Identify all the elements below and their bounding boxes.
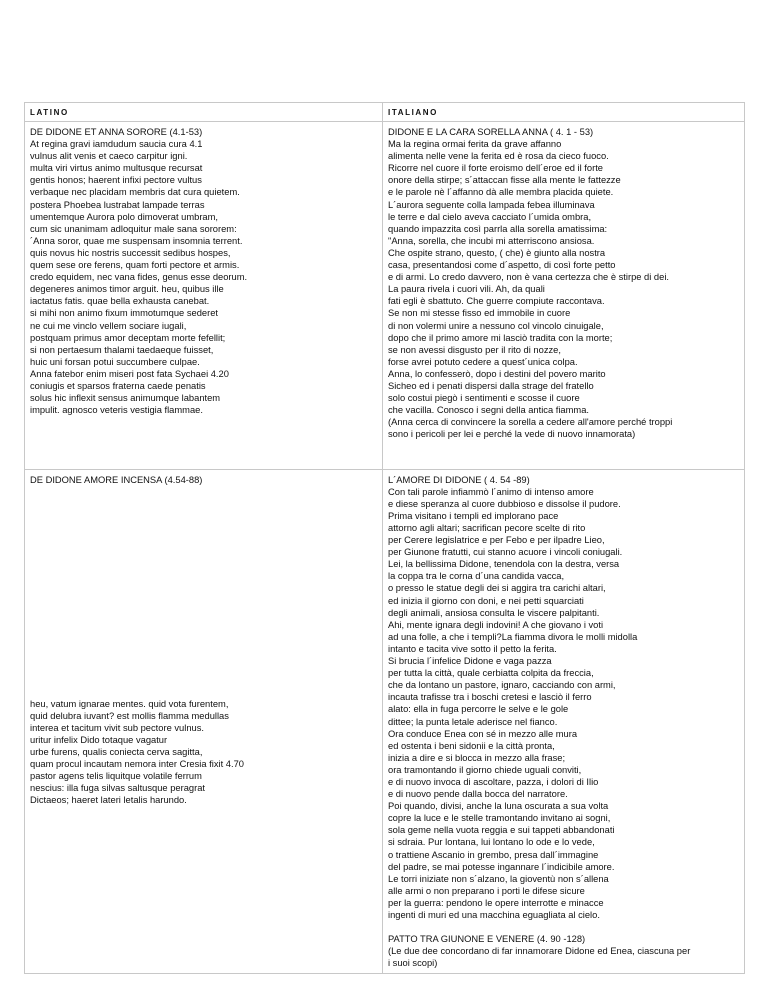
verse-line: e diese speranza al cuore dubbioso e dissolse il pudore.	[388, 498, 621, 509]
section-title: L´AMORE DI DIDONE ( 4. 54 -89)	[388, 474, 530, 485]
verse-line: la coppa tra le corna d´una candida vacca,	[388, 571, 565, 582]
verse-line: Con tali parole infiammò l´animo di intenso amore	[388, 486, 594, 497]
verse-line: Prima visitano i templi ed implorano pace	[388, 510, 559, 521]
verse-line: gentis honos; haerent infixi pectore vultus	[30, 175, 202, 186]
verse-line: dittee; la punta letale aderisce nel fianco.	[388, 716, 558, 727]
verse-line: onore della stirpe; s´attaccan fisse alla mente le fattezze	[388, 175, 621, 186]
verse-line: sola geme nella vuota reggia e sui tappeti abbandonati	[388, 825, 615, 836]
verse-line: Ora conduce Enea con sé in mezzo alle mura	[388, 728, 578, 739]
verse-line: Sicheo ed i penati dispersi dalla strage del fratello	[388, 380, 594, 391]
latin-cell	[25, 122, 383, 470]
verse-line: se non avessi disgusto per il rito di nozze,	[388, 344, 561, 355]
verse-line: Ma la regina ormai ferita da grave affanno	[388, 139, 562, 150]
verse-line: che vacilla. Conosco i segni della antica fiamma.	[388, 405, 589, 416]
verse-line: credo equidem, nec vana fides, genus esse deorum.	[30, 272, 248, 283]
verse-line: per Giunone fratutti, cui stanno acuore i vincoli coniugali.	[388, 547, 623, 558]
verse-line: interea et tacitum vivit sub pectore vulnus.	[30, 722, 204, 733]
verse-line: At regina gravi iamdudum saucia cura 4.1	[30, 139, 203, 150]
verse-line: si non pertaesum thalami taedaeque fuisset,	[30, 344, 214, 355]
verse-line: ne cui me vinclo vellem sociare iugali,	[30, 320, 187, 331]
verse-line: postquam primus amor deceptam morte fefellit;	[30, 332, 226, 343]
verse-line: "Anna, sorella, che incubi mi atterriscono ansiosa.	[388, 235, 595, 246]
verse-line: (Le due dee concordano di far innamorare Didone ed Enea, ciascuna per	[388, 946, 691, 957]
verse-line: solus hic inflexit sensus animumque labantem	[30, 393, 221, 404]
verse-line: vulnus alit venis et caeco carpitur igni.	[30, 151, 188, 162]
verse-line: quando impazzita così parrla alla sorella amatissima:	[388, 223, 608, 234]
latin-cell	[25, 469, 383, 974]
verse-line: L´aurora seguente colla lampada febea illuminava	[388, 199, 595, 210]
table-row	[25, 122, 745, 470]
italian-column-header: ITALIANO	[383, 103, 745, 122]
verse-line: fati egli è sbattuto. Che guerre compiute raccontava.	[388, 296, 605, 307]
italian-cell	[383, 122, 745, 470]
verse-line: umentemque Aurora polo dimoverat umbram,	[30, 211, 219, 222]
verse-line: nescius: illa fuga silvas saltusque peragrat	[30, 783, 206, 794]
verse-line: per tutta la città, quale cerbiatta colpita da freccia,	[388, 668, 594, 679]
verse-line: Anna fatebor enim miseri post fata Sychaei 4.20	[30, 368, 229, 379]
verse-line: pastor agens telis liquitque volatile ferrum	[30, 771, 202, 782]
verse-line: alle armi o non preparano i porti le difese sicure	[388, 885, 585, 896]
verse-line: che da lontano un pastore, ignaro, cacciando con armi,	[388, 680, 616, 691]
verse-line: Le torri iniziate non s´alzano, la gioventù non s´allena	[388, 873, 609, 884]
latin-verses	[30, 698, 377, 807]
verse-line: per la guerra: pendono le opere interrotte e minacce	[388, 897, 604, 908]
section-title: DIDONE E LA CARA SORELLA ANNA ( 4. 1 - 53)	[388, 127, 594, 137]
verse-line: quid delubra iuvant? est mollis flamma medullas	[30, 710, 229, 721]
verse-line: ingenti di muri ed una macchina eguagliata al cielo.	[388, 910, 600, 920]
verse-line: postera Phoebea lustrabat lampade terras	[30, 199, 205, 210]
italian-cell	[383, 469, 745, 974]
verse-line: sono i pericoli per lei e perché la vede di nuovo innamorata)	[388, 429, 636, 440]
verse-line: ora tramontando il giorno chiede uguali conviti,	[388, 764, 582, 775]
verse-line: (Anna cerca di convincere la sorella a cedere all'amore perché troppi	[388, 417, 673, 428]
verse-line: i suoi scopi)	[388, 958, 438, 969]
verse-line: Ahi, mente ignara degli indovini! A che giovano i voti	[388, 619, 604, 630]
verse-line: solo costui piegò i sentimenti e scosse il cuore	[388, 393, 580, 404]
verse-line: alimenta nelle vene la ferita ed è rosa da cieco fuoco.	[388, 151, 609, 162]
verse-line: iactatus fatis. quae bella exhausta canebat.	[30, 296, 210, 307]
verse-line: degeneres animos timor arguit. heu, quibus ille	[30, 284, 224, 295]
verse-line: coniugis et sparsos fraterna caede penatis	[30, 380, 206, 391]
latin-column-header: LATINO	[25, 103, 383, 122]
verse-line: per Cerere legislatrice e per Febo e per ilpadre Lieo,	[388, 535, 605, 546]
verse-line: dopo che il primo amore mi lasciò tradita con la morte;	[388, 332, 613, 343]
verse-line: heu, vatum ignarae mentes. quid vota furentem,	[30, 698, 229, 709]
verse-line: del padre, se mai potesse ingannare l´indicibile amore.	[388, 861, 615, 872]
verse-line: casa, presentandosi come d´aspetto, di così forte petto	[388, 260, 616, 271]
verse-line: quis novus hic nostris successit sedibus hospes,	[30, 247, 231, 258]
verse-line: multa viri virtus animo multusque recursat	[30, 163, 203, 174]
parallel-text-table	[24, 102, 745, 974]
verse-line: ´Anna soror, quae me suspensam insomnia terrent.	[30, 235, 243, 246]
verse-line: ad una folle, a che i templi?La fiamma divora le molli midolla	[388, 631, 638, 642]
italian-verses	[388, 138, 739, 440]
verse-line: ed ostenta i beni sidonii e la città pronta,	[388, 740, 555, 751]
verse-line: e di nuovo pende dalla bocca del narratore.	[388, 789, 568, 800]
verse-line: urbe furens, qualis coniecta cerva sagitta,	[30, 747, 203, 758]
verse-line: forse avrei potuto cedere a quest´unica colpa.	[388, 356, 578, 367]
verse-line: copre la luce e le stelle tramontando invitano ai sogni,	[388, 813, 611, 824]
verse-line: Poi quando, divisi, anche la luna oscurata a sua volta	[388, 801, 609, 812]
verse-line: e le parole nè l´affanno dà alle membra placida quiete.	[388, 187, 614, 198]
verse-line: verbaque nec placidam membris dat cura quietem.	[30, 187, 240, 198]
verse-line: Dictaeos; haeret lateri letalis harundo.	[30, 795, 187, 806]
table-row	[25, 469, 745, 974]
verse-line: ed inizia il giorno con doni, e nei petti squarciati	[388, 595, 584, 606]
verse-line: Ricorre nel cuore il forte eroismo dell´eroe ed il forte	[388, 163, 603, 174]
verse-line: attorno agli altari; sacrifican pecore scelte di rito	[388, 523, 586, 533]
verse-line: le terre e dal cielo aveva cacciato l´umida ombra,	[388, 211, 592, 222]
latin-verses	[30, 138, 377, 416]
table-header-row	[25, 103, 745, 122]
verse-line: Si brucia l´infelice Didone e vaga pazza	[388, 656, 552, 667]
verse-line: di non volermi unire a nessuno col vincolo cinuigale,	[388, 320, 604, 331]
verse-line: alato: ella in fuga percorre le selve e le gole	[388, 704, 569, 715]
italian-verses	[388, 945, 739, 969]
section-title: DE DIDONE ET ANNA SORORE (4.1-53)	[30, 127, 203, 137]
verse-line: impulit. agnosco veteris vestigia flammae.	[30, 405, 203, 416]
verse-line: Lei, la bellissima Didone, tenendola con la destra, versa	[388, 559, 620, 570]
verse-line: si mihi non animo fixum immotumque sederet	[30, 308, 218, 319]
verse-line: cum sic unanimam adloquitur male sana sororem:	[30, 223, 237, 234]
verse-line: quam procul incautam nemora inter Cresia fixit 4.70	[30, 759, 244, 770]
verse-line: uritur infelix Dido totaque vagatur	[30, 735, 168, 745]
section-title: PATTO TRA GIUNONE E VENERE (4. 90 -128)	[388, 934, 586, 945]
verse-line: Che ospite strano, questo, ( che) è giunto alla nostra	[388, 247, 606, 258]
verse-line: e di armi. Lo credo davvero, non è vana certezza che è stirpe di dei.	[388, 272, 669, 283]
verse-line: Anna, lo confesserò, dopo i destini del povero marito	[388, 368, 606, 379]
verse-line: Se non mi stesse fisso ed immobile in cuore	[388, 308, 571, 319]
verse-line: o trattiene Ascanio in grembo, presa dall´immagine	[388, 849, 599, 860]
verse-line: o presso le statue degli dei si aggira tra carichi altari,	[388, 583, 606, 594]
verse-line: si sdraia. Pur lontana, lui lontano lo ode e lo vede,	[388, 837, 595, 848]
verse-line: e di nuovo invoca di ascoltare, pazza, i dolori di Ilio	[388, 776, 599, 787]
verse-line: quem sese ore ferens, quam forti pectore et armis.	[30, 260, 240, 271]
verse-line: inizia a dire e si blocca in mezzo alla frase;	[388, 752, 566, 763]
verse-line: La paura rivela i cuori vili. Ah, da quali	[388, 284, 545, 295]
verse-line: degli animali, ansiosa consulta le viscere palpitanti.	[388, 607, 600, 618]
verse-line: incauta trafisse tra i boschi cretesi e lasciò il ferro	[388, 692, 592, 703]
italian-verses	[388, 486, 739, 921]
section-title: DE DIDONE AMORE INCENSA (4.54-88)	[30, 474, 203, 485]
verse-line: intanto e tacita vive sotto il petto la ferita.	[388, 643, 557, 654]
verse-line: huic uni forsan potui succumbere culpae.	[30, 356, 200, 367]
